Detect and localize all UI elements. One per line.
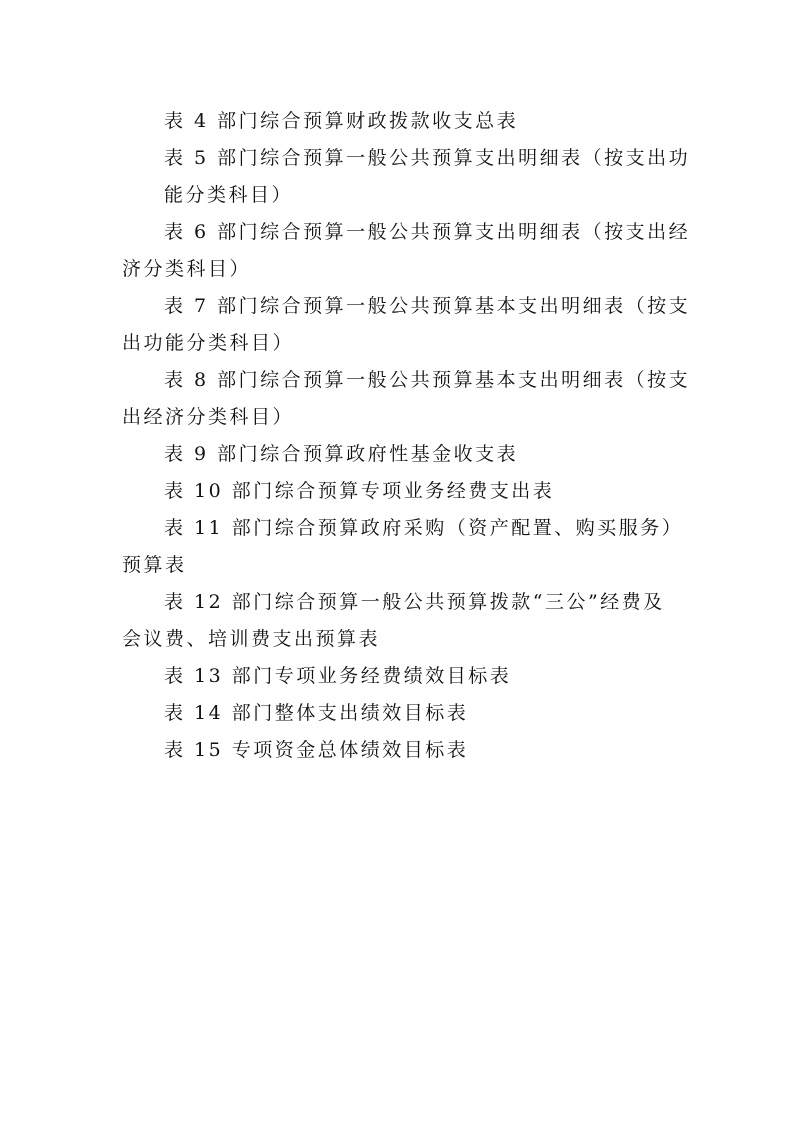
list-item-line: 济分类科目） — [122, 258, 252, 280]
list-item-table-8 — [122, 362, 691, 436]
list-item-table-14 — [122, 695, 682, 732]
list-item-line: 表 5 部门综合预算一般公共预算支出明细表（按支出功 — [164, 147, 691, 169]
list-item-line: 能分类科目） — [164, 184, 294, 206]
list-item-table-13 — [122, 658, 682, 695]
list-item-line: 出功能分类科目） — [122, 332, 295, 354]
list-item-line: 表 6 部门综合预算一般公共预算支出明细表（按支出经 — [164, 221, 691, 243]
list-item-line: 表 8 部门综合预算一般公共预算基本支出明细表（按支 — [164, 369, 691, 391]
list-item-table-6 — [122, 214, 691, 288]
list-item-line: 表 10 部门综合预算专项业务经费支出表 — [164, 480, 555, 502]
list-item-line: 表 14 部门整体支出绩效目标表 — [164, 702, 469, 724]
list-item-table-9 — [122, 436, 682, 473]
list-item-line: 表 15 专项资金总体绩效目标表 — [164, 739, 469, 761]
list-item-line: 表 7 部门综合预算一般公共预算基本支出明细表（按支 — [164, 295, 691, 317]
list-item-table-15 — [122, 732, 682, 769]
list-item-line: 会议费、培训费支出预算表 — [122, 628, 381, 650]
list-item-line: 表 13 部门专项业务经费绩效目标表 — [164, 665, 512, 687]
list-item-line: 出经济分类科目） — [122, 406, 295, 428]
list-item-line: 预算表 — [122, 554, 187, 576]
list-item-line: 表 11 部门综合预算政府采购（资产配置、购买服务） — [164, 517, 684, 539]
list-item-line: 表 9 部门综合预算政府性基金收支表 — [164, 443, 519, 465]
list-item-table-7 — [122, 288, 691, 362]
list-item-table-4 — [122, 103, 682, 140]
list-item-table-10 — [122, 473, 682, 510]
list-item-table-12 — [122, 584, 682, 658]
list-item-table-11 — [122, 510, 682, 584]
list-item-line: 表 4 部门综合预算财政拨款收支总表 — [164, 110, 519, 132]
list-item-line: 表 12 部门综合预算一般公共预算拨款“三公”经费及 — [164, 591, 665, 613]
list-item-table-5 — [122, 140, 691, 214]
table-list — [122, 103, 691, 769]
